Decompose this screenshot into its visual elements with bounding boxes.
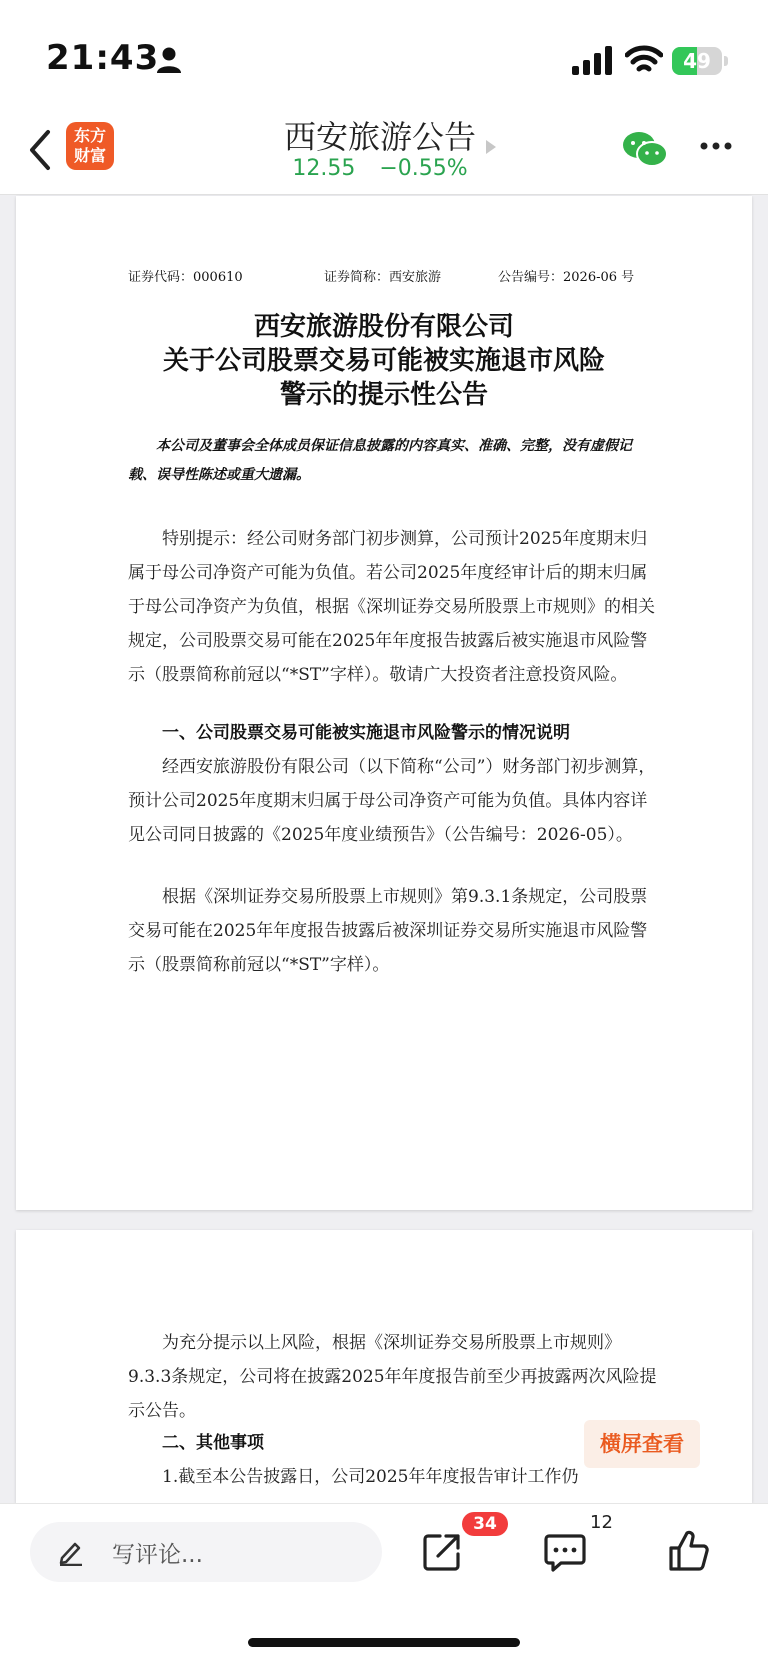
- more-dots-icon[interactable]: [698, 140, 734, 152]
- stock-quote: [230, 156, 530, 181]
- document-page-1: [16, 196, 752, 1210]
- nav-header: [0, 112, 768, 195]
- security-code: 证券代码：000610: [128, 270, 243, 285]
- doc-title-line-3: 警示的提示性公告: [279, 380, 488, 410]
- section-1-paragraph-2: 根据《深圳证券交易所股票上市规则》第9.3.1条规定，公司股票交易可能在2025年年度报告披露后被深圳证券交易所实施退市风险警示（股票简称前冠以“*ST”字样）。: [128, 887, 648, 975]
- bottom-action-bar: [0, 1503, 768, 1664]
- notice-number: 公告编号：2026-06 号: [498, 270, 635, 285]
- chevron-left-icon[interactable]: [26, 128, 56, 172]
- doc-title-line-2: 关于公司股票交易可能被实施退市风险: [162, 346, 605, 376]
- section-2-item-1: 1.截至本公告披露日，公司2025年年度报告审计工作仍: [162, 1467, 579, 1487]
- security-short-name: 证券简称：西安旅游: [324, 270, 442, 285]
- app-logo[interactable]: 东方 财富: [66, 122, 114, 170]
- doc-title-line-1: 西安旅游股份有限公司: [253, 312, 514, 342]
- wifi-icon: [625, 44, 663, 76]
- special-tip: 特别提示：经公司财务部门初步测算，公司预计2025年度期末归属于母公司净资产可能为负值。若公司2025年度经审计后的期末归属于母公司净资产为负值，根据《深圳证券交易所股票上市规则》的相关规定，公司股票交易可能在2025年年度报告披露后被实施退市风险警示（股票简称前冠以“*ST”字样）。敬请广大投资者注意投资风险。: [128, 529, 655, 685]
- page-2-paragraph-1: 为充分提示以上风险，根据《深圳证券交易所股票上市规则》9.3.3条规定，公司将在披露2025年年度报告前至少再披露两次风险提示公告。: [128, 1333, 657, 1421]
- comment-placeholder: 写评论...: [112, 1542, 203, 1568]
- pen-icon: [58, 1538, 84, 1566]
- home-indicator: [248, 1638, 520, 1647]
- cellular-signal-icon: [572, 46, 616, 76]
- section-1-heading: 一、公司股票交易可能被实施退市风险警示的情况说明: [162, 723, 570, 743]
- status-bar: [0, 0, 768, 112]
- person-icon: [156, 46, 182, 74]
- battery-indicator: [672, 47, 728, 75]
- share-icon[interactable]: [422, 1532, 462, 1572]
- page-title: 西安旅游公告: [283, 118, 476, 156]
- section-1-paragraph-1: 经西安旅游股份有限公司（以下简称“公司”）财务部门初步测算，预计公司2025年度期末归属于母公司净资产可能为负值。具体内容详见公司同日披露的《2025年度业绩预告》（公告编号：2026-05）。: [128, 757, 656, 845]
- status-time: 21:43: [46, 38, 160, 78]
- message-icon[interactable]: [544, 1534, 586, 1572]
- battery-level: 49: [683, 49, 711, 73]
- stock-price: 12.55: [292, 156, 356, 181]
- comment-input[interactable]: [30, 1522, 382, 1582]
- board-notice: 本公司及董事会全体成员保证信息披露的内容真实、准确、完整，没有虚假记载、误导性陈述或重大遗漏。: [128, 438, 632, 483]
- thumbs-up-icon[interactable]: [668, 1530, 710, 1572]
- share-count-badge: 34: [462, 1512, 508, 1536]
- stock-change: −0.55%: [379, 156, 468, 181]
- landscape-view-button[interactable]: 横屏查看: [584, 1420, 700, 1468]
- quote-arrow-icon[interactable]: [486, 140, 496, 154]
- wechat-icon[interactable]: [622, 130, 668, 170]
- section-2-heading: 二、其他事项: [162, 1433, 264, 1453]
- comment-count: 12: [590, 1512, 613, 1533]
